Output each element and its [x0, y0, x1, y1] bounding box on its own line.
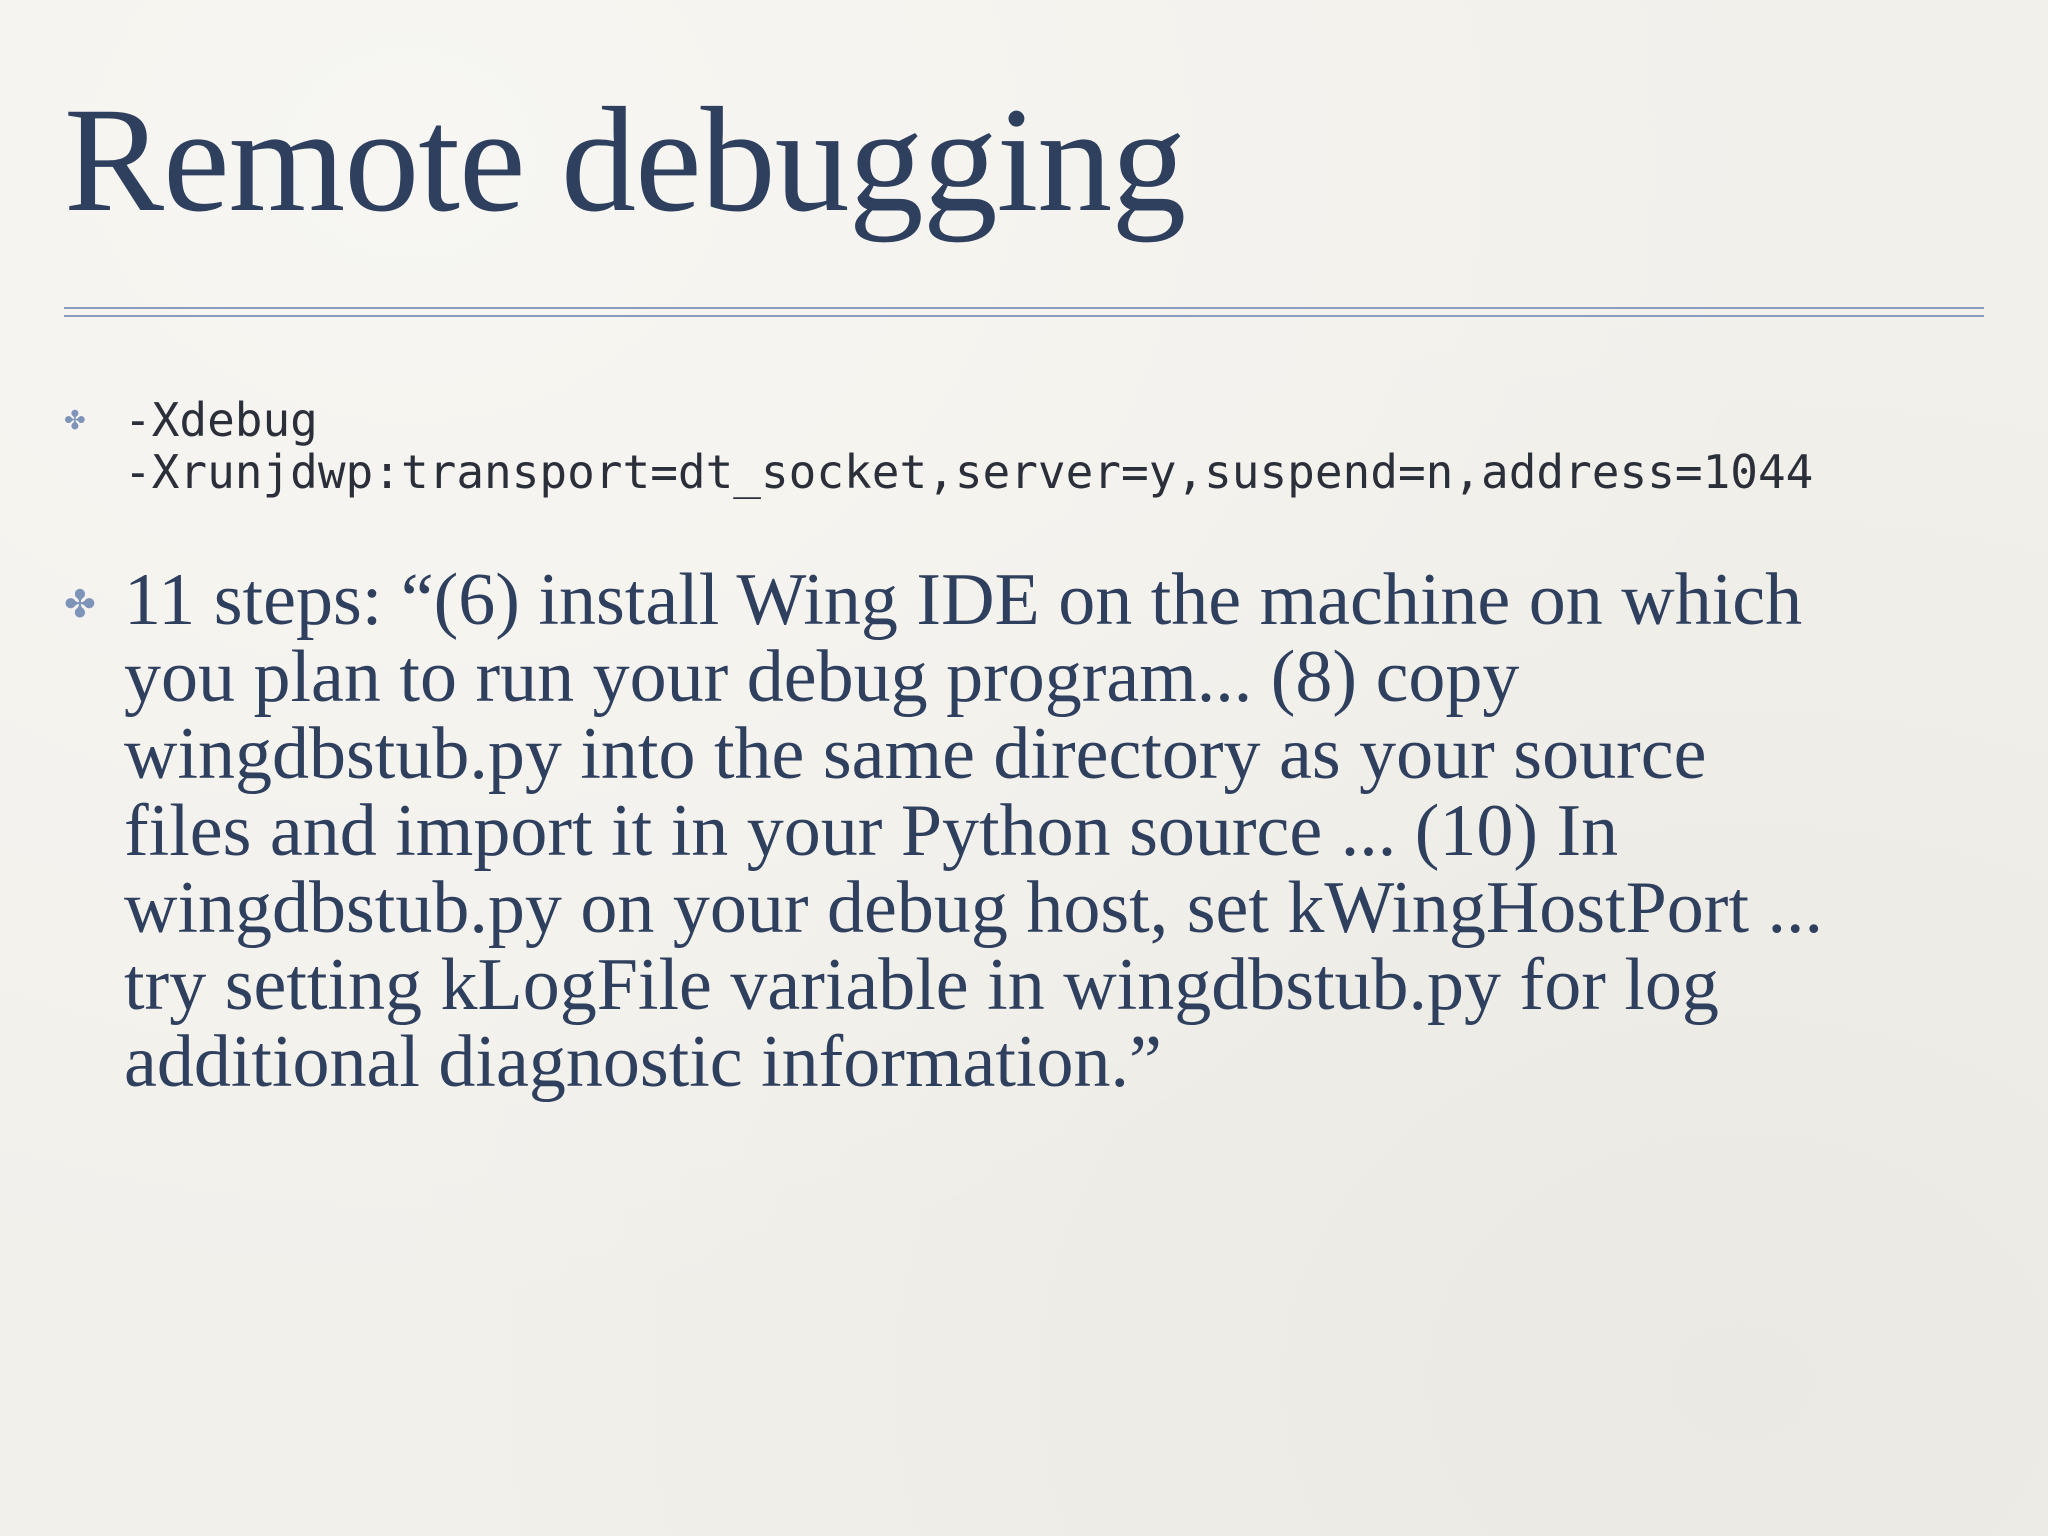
text-line: you plan to run your debug program... (8) copy [124, 636, 1520, 718]
text-line: wingdbstub.py on your debug host, set kWingHostPort ... [124, 867, 1824, 949]
four-petal-flower-icon: ✤ [64, 582, 96, 626]
code-line: -Xrunjdwp:transport=dt_socket,server=y,suspend=n,address=1044 [124, 445, 1814, 499]
bullet-item-jvm-args [64, 394, 1984, 498]
text-line: 11 steps: “(6) install Wing IDE on the machine on which [124, 559, 1803, 641]
wing-ide-steps-quote [124, 559, 2024, 1103]
jvm-debug-arguments [124, 394, 1984, 498]
text-line: additional diagnostic information.” [124, 1021, 1162, 1103]
slide-title: Remote debugging [64, 77, 1186, 243]
text-line: files and import it in your Python source ... (10) In [124, 790, 1619, 872]
four-petal-flower-icon: ✤ [64, 406, 86, 436]
bullet-list [64, 394, 1984, 1101]
text-line: try setting kLogFile variable in wingdbstub.py for log [124, 944, 1719, 1026]
title-divider-top [64, 307, 1984, 309]
text-line: wingdbstub.py into the same directory as your source [124, 713, 1707, 795]
bullet-item-wing-steps [64, 559, 1984, 1103]
code-line: -Xdebug [124, 393, 318, 447]
title-divider-bottom [64, 315, 1984, 317]
